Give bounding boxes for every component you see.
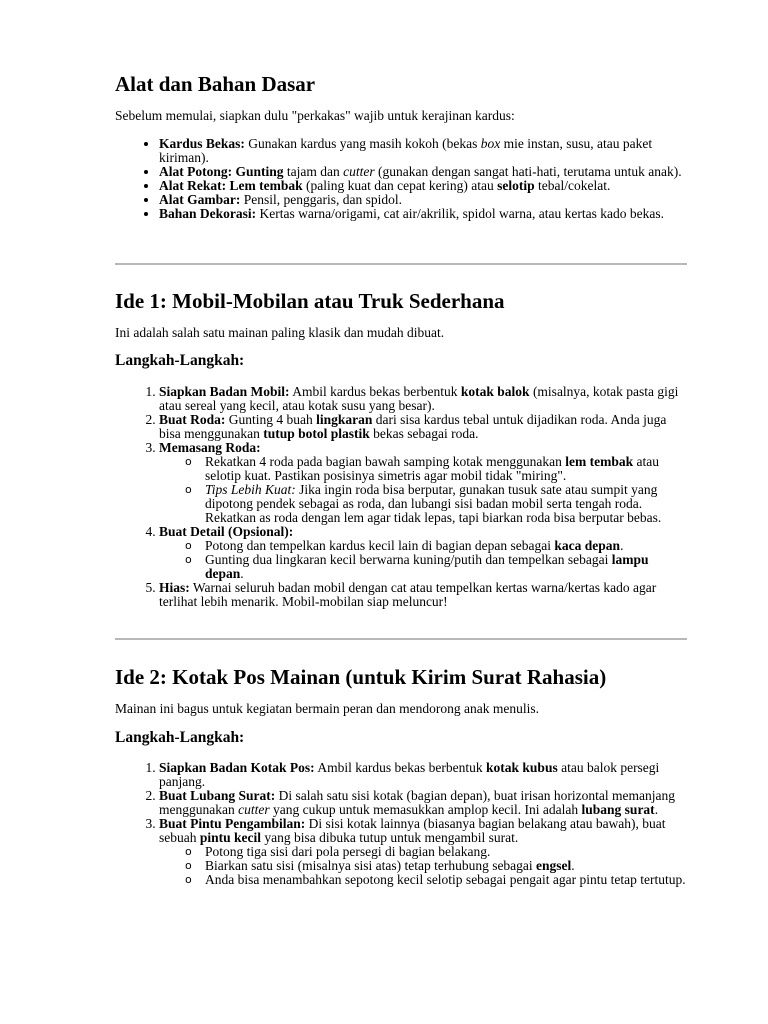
sub-list-item: o Gunting dua lingkaran kecil berwarna kuning/putih dan tempelkan sebagai lampu depan.	[205, 553, 687, 581]
section-title-tools: Alat dan Bahan Dasar	[115, 72, 316, 96]
list-item: 2. Buat Roda: Gunting 4 buah lingkaran dari sisa kardus tebal untuk dijadikan roda. Anda juga bisa menggunakan tutup botol plastik bekas sebagai roda.	[159, 413, 687, 441]
sub-list-item: o Potong dan tempelkan kardus kecil lain di bagian depan sebagai kaca depan.	[205, 539, 687, 553]
section-title-idea2: Ide 2: Kotak Pos Mainan (untuk Kirim Surat Rahasia)	[115, 665, 607, 689]
sub-list	[159, 539, 687, 581]
sub-list-item: o Anda bisa menambahkan sepotong kecil selotip sebagai pengait agar pintu tetap tertutup.	[205, 873, 687, 887]
list-item: 3. Buat Pintu Pengambilan: Di sisi kotak lainnya (biasanya bagian belakang atau bawah), buat sebuah pintu kecil yang bisa dibuka tutup untuk mengambil surat. o Potong tiga sisi dari pola persegi di bagian belakang. o Biarkan satu sisi (misalnya sisi atas) tetap terhubung sebagai engsel. o Anda bisa menambahkan sepotong kecil selotip sebagai pengait agar pintu tetap tertutup.	[159, 817, 687, 887]
sub-list	[159, 845, 687, 887]
list-item: 4. Buat Detail (Opsional): o Potong dan tempelkan kardus kecil lain di bagian depan sebagai kaca depan. o Gunting dua lingkaran kecil berwarna kuning/putih dan tempelkan sebagai lampu depan.	[159, 525, 687, 581]
sub-list-item: o Biarkan satu sisi (misalnya sisi atas) tetap terhubung sebagai engsel.	[205, 859, 687, 873]
tools-list	[115, 137, 687, 221]
idea2-intro: Mainan ini bagus untuk kegiatan bermain peran dan mendorong anak menulis.	[115, 701, 540, 716]
idea2-steps	[115, 761, 687, 887]
list-item: 1. Siapkan Badan Mobil: Ambil kardus bekas berbentuk kotak balok (misalnya, kotak pasta gigi atau sereal yang kecil, atau kotak susu yang besar).	[159, 385, 687, 413]
idea1-steps	[115, 385, 687, 609]
list-item: • Bahan Dekorasi: Kertas warna/origami, cat air/akrilik, spidol warna, atau kertas kado bekas.	[159, 207, 687, 221]
list-item: 2. Buat Lubang Surat: Di salah satu sisi kotak (bagian depan), buat irisan horizontal memanjang menggunakan cutter yang cukup untuk memasukkan amplop kecil. Ini adalah lubang surat.	[159, 789, 687, 817]
sub-list	[159, 455, 687, 525]
list-item: • Kardus Bekas: Gunakan kardus yang masih kokoh (bekas box mie instan, susu, atau paket kiriman).	[159, 137, 687, 165]
list-item: 5. Hias: Warnai seluruh badan mobil dengan cat atau tempelkan kertas warna/kertas kado agar terlihat lebih menarik. Mobil-mobilan siap meluncur!	[159, 581, 687, 609]
idea1-steps-heading: Langkah-Langkah:	[115, 352, 245, 369]
sub-list-item: o Tips Lebih Kuat: Jika ingin roda bisa berputar, gunakan tusuk sate atau sumpit yang dipotong pendek sebagai as roda, dan lubangi sisi badan mobil serta tengah roda. Rekatkan as roda dengan lem agar tidak lepas, tapi biarkan roda bisa berputar bebas.	[205, 483, 687, 525]
sub-list-item: o Potong tiga sisi dari pola persegi di bagian belakang.	[205, 845, 687, 859]
list-item: 1. Siapkan Badan Kotak Pos: Ambil kardus bekas berbentuk kotak kubus atau balok persegi panjang.	[159, 761, 687, 789]
list-item: • Alat Gambar: Pensil, penggaris, dan spidol.	[159, 193, 687, 207]
idea1-intro: Ini adalah salah satu mainan paling klasik dan mudah dibuat.	[115, 325, 445, 340]
idea2-steps-heading: Langkah-Langkah:	[115, 729, 245, 746]
divider	[115, 263, 687, 265]
list-item: • Alat Potong: Gunting tajam dan cutter (gunakan dengan sangat hati-hati, terutama untuk anak).	[159, 165, 687, 179]
tools-intro: Sebelum memulai, siapkan dulu "perkakas" wajib untuk kerajinan kardus:	[115, 108, 515, 123]
list-item: • Alat Rekat: Lem tembak (paling kuat dan cepat kering) atau selotip tebal/cokelat.	[159, 179, 687, 193]
divider	[115, 638, 687, 640]
sub-list-item: o Rekatkan 4 roda pada bagian bawah samping kotak menggunakan lem tembak atau selotip kuat. Pastikan posisinya simetris agar mobil tidak "miring".	[205, 455, 687, 483]
list-item: 3. Memasang Roda: o Rekatkan 4 roda pada bagian bawah samping kotak menggunakan lem tembak atau selotip kuat. Pastikan posisinya simetris agar mobil tidak "miring". o Tips Lebih Kuat: Jika ingin roda bisa berputar, gunakan tusuk sate atau sumpit yang dipotong pendek sebagai as roda, dan lubangi sisi badan mobil serta tengah roda. Rekatkan as roda dengan lem agar tidak lepas, tapi biarkan roda bisa berputar bebas.	[159, 441, 687, 525]
section-title-idea1: Ide 1: Mobil-Mobilan atau Truk Sederhana	[115, 289, 505, 313]
